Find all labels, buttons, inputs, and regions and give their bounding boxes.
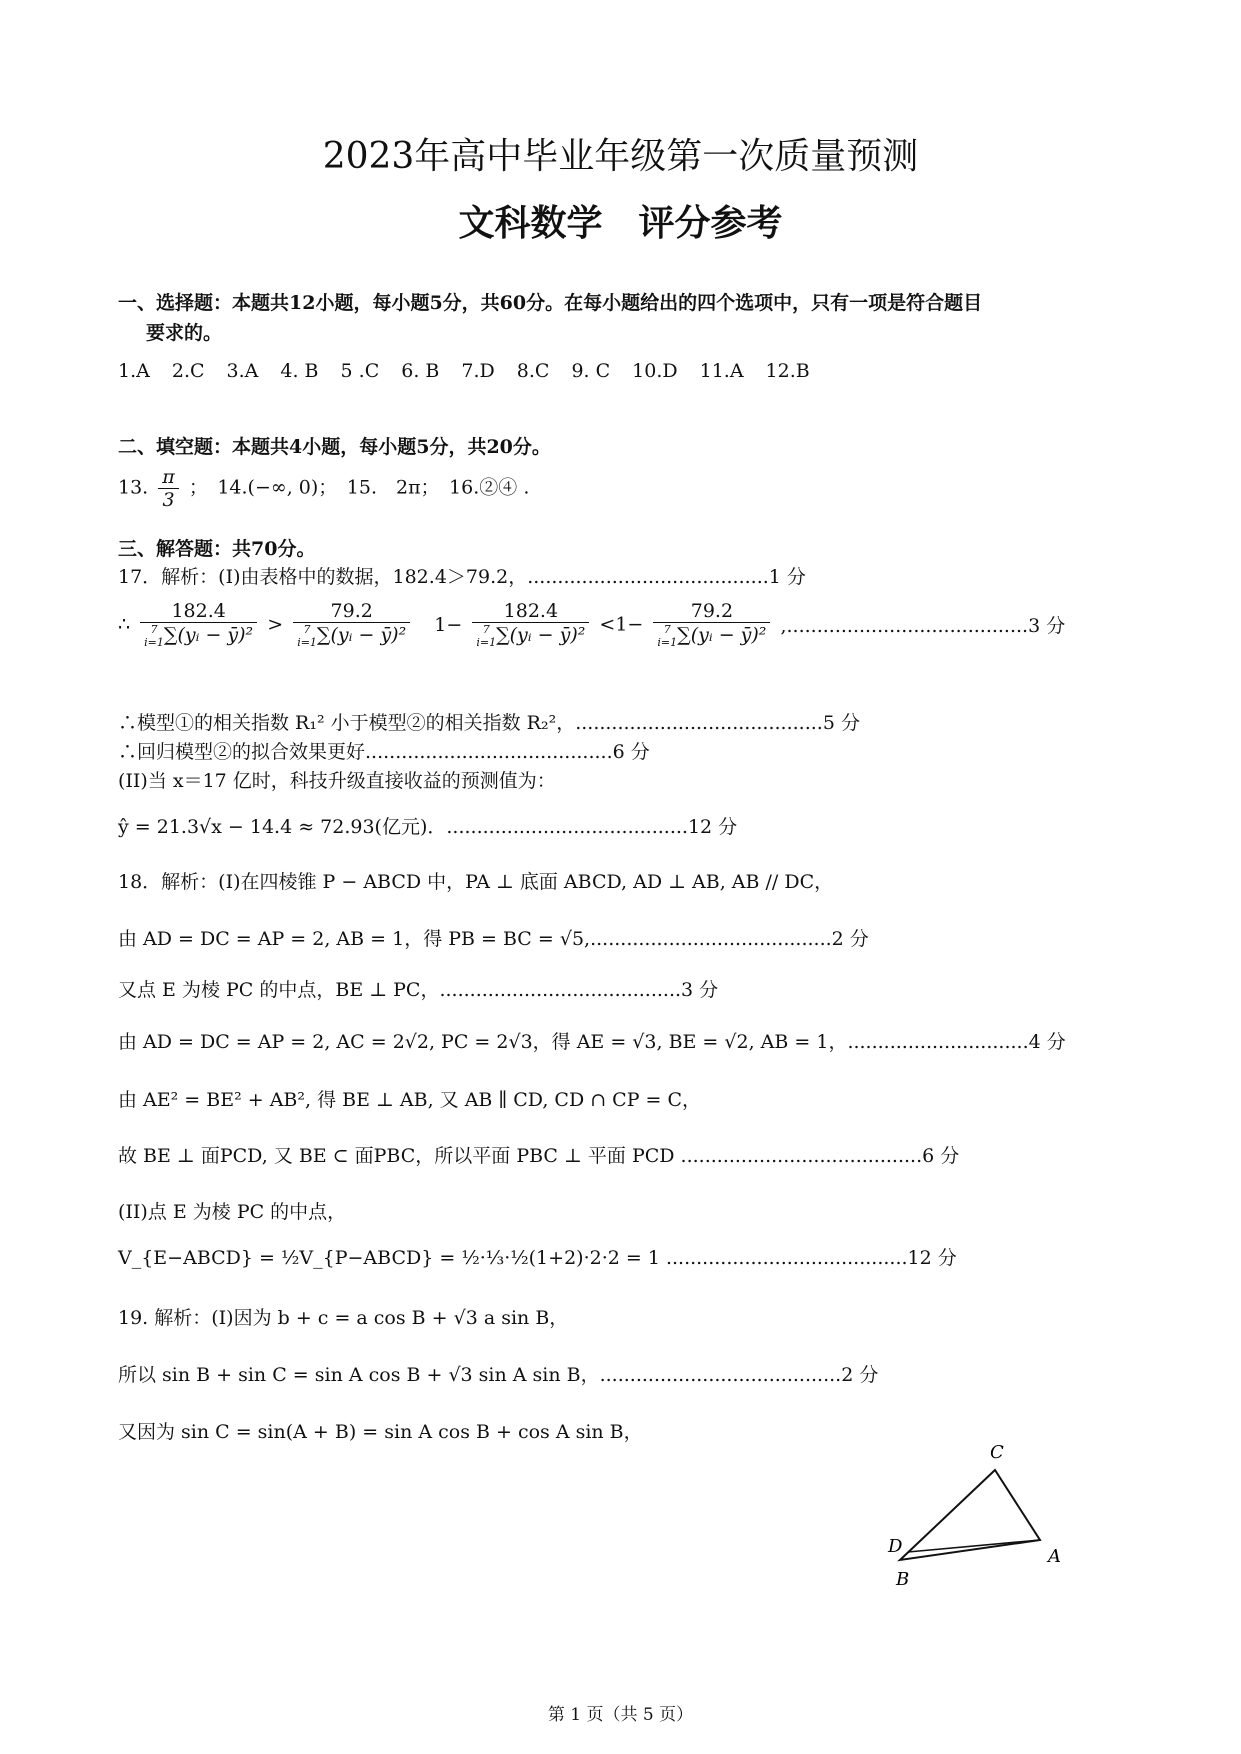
section2-answers (118, 466, 529, 511)
q17-sum-top-4: 7 (663, 623, 671, 636)
answer-13-label: 13. (118, 476, 149, 499)
label-b: B (896, 1569, 910, 1590)
q17-line4: ∴回归模型②的拟合效果更好.........................................6 分 (118, 741, 650, 763)
q17-sum-bot-1: i=1 (144, 636, 164, 649)
q18-line3: 又点 E 为棱 PC 的中点，BE ⊥ PC，........................................3 分 (118, 979, 719, 1001)
q19-line1: 19. 解析：(I)因为 b + c = a cos B + √3 a sin B， (118, 1307, 569, 1329)
greater-than: > (267, 613, 284, 636)
q17-sum-limits-4 (657, 623, 677, 649)
q17-line6: ŷ = 21.3√x − 14.4 ≈ 72.93(亿元)．........................................12 分 (118, 816, 738, 838)
answer-13-denominator: 3 (162, 489, 175, 511)
answer-13-numerator: π (158, 466, 179, 489)
q17-line3: ∴模型①的相关指数 R₁² 小于模型②的相关指数 R₂²，.........................................5 分 (118, 712, 860, 734)
q17-sum-expr-1: ∑(yᵢ − ȳ)² (163, 624, 254, 646)
answer-11: 11.A (699, 360, 744, 382)
answer-1: 1.A (118, 360, 150, 382)
answer-3: 3.A (226, 360, 259, 382)
q18-line8: V_{E−ABCD} = ½V_{P−ABCD} = ½·⅓·½(1+2)·2·2 = 1 ........................................12 分 (118, 1247, 957, 1269)
section1-heading-cont: 要求的。 (146, 322, 223, 344)
q17-fraction-4-den (653, 623, 770, 649)
answer-10: 10.D (632, 360, 678, 382)
page-footer: 第 1 页（共 5 页） (547, 1705, 694, 1725)
q17-sum-bot-3: i=1 (476, 636, 497, 649)
q17-sum-top-3: 7 (482, 623, 490, 636)
answer-7: 7.D (461, 360, 495, 382)
q17-fraction-1-num: 182.4 (140, 600, 257, 623)
answer-2: 2.C (171, 360, 205, 382)
q17-fraction-3 (472, 600, 589, 649)
q17-inequality (118, 600, 1065, 680)
q17-sum-top-1: 7 (150, 623, 158, 636)
section2-rest: ； 14.(−∞, 0)； 15. 2π； 16.②④ . (188, 476, 530, 499)
section3-heading: 三、解答题：共70分。 (118, 538, 316, 560)
answer-13-fraction (158, 466, 179, 511)
q17-sum-expr-2: ∑(yᵢ − ȳ)² (316, 624, 407, 646)
q17-fraction-4 (653, 600, 770, 649)
less-than-one-minus: <1− (599, 613, 644, 636)
q18-line4: 由 AD = DC = AP = 2, AC = 2√2, PC = 2√3，得 AE = √3, BE = √2, AB = 1，..............................4 分 (118, 1031, 1066, 1053)
q17-sum-limits-2 (297, 623, 317, 649)
q18-line1: 18．解析：(I)在四棱锥 P − ABCD 中，PA ⊥ 底面 ABCD, AD ⊥ AB, AB // DC， (118, 871, 834, 893)
q17-sum-bot-2: i=1 (297, 636, 317, 649)
q17-fraction-2-den (293, 623, 410, 649)
answer-8: 8.C (516, 360, 550, 382)
q17-fraction-2 (293, 600, 410, 649)
q17-line5: (II)当 x＝17 亿时，科技升级直接收益的预测值为： (118, 770, 556, 792)
q19-line3: 又因为 sin C = sin(A + B) = sin A cos B + cos A sin B， (118, 1421, 643, 1443)
therefore-symbol: ∴ (118, 613, 131, 636)
section2-heading: 二、填空题：本题共4小题，每小题5分，共20分。 (118, 436, 551, 458)
q17-fraction-2-num: 79.2 (293, 600, 410, 623)
answer-9: 9. C (571, 360, 611, 382)
answer-4: 4. B (280, 360, 319, 382)
q17-sum-limits-3 (476, 623, 496, 649)
q17-sum-expr-3: ∑(yᵢ − ȳ)² (496, 624, 586, 646)
q18-line5: 由 AE² = BE² + AB², 得 BE ⊥ AB, 又 AB ∥ CD, CD ∩ CP = C， (118, 1089, 702, 1111)
q17-score-3: ,........................................3 分 (780, 615, 1066, 637)
q18-line6: 故 BE ⊥ 面PCD, 又 BE ⊂ 面PBC，所以平面 PBC ⊥ 平面 PCD ........................................6 分 (118, 1145, 960, 1167)
q18-line2: 由 AD = DC = AP = 2, AB = 1，得 PB = BC = √5,........................................2 分 (118, 928, 869, 950)
q17-fraction-4-num: 79.2 (653, 600, 770, 623)
q17-sum-bot-4: i=1 (657, 636, 678, 649)
q17-sum-top-2: 7 (303, 623, 311, 636)
q17-fraction-1 (140, 600, 257, 649)
q17-fraction-3-den (472, 623, 589, 649)
label-a: A (1048, 1546, 1061, 1567)
q17-sum-expr-4: ∑(yᵢ − ȳ)² (677, 624, 767, 646)
page-subtitle: 文科数学 评分参考 (458, 202, 783, 244)
q17-fraction-1-den (140, 623, 257, 649)
q17-line1: 17．解析：(I)由表格中的数据，182.4＞79.2，........................................1 分 (118, 566, 806, 588)
one-minus: 1− (434, 613, 463, 636)
page-title: 2023年高中毕业年级第一次质量预测 (322, 136, 919, 177)
answer-12: 12.B (765, 360, 810, 382)
answer-6: 6. B (401, 360, 440, 382)
q17-sum-limits-1 (144, 623, 164, 649)
section1-heading: 一、选择题：本题共12小题，每小题5分，共60分。在每小题给出的四个选项中，只有一项是符合题目 (118, 292, 983, 314)
label-c: C (990, 1442, 1004, 1463)
q17-fraction-3-num: 182.4 (472, 600, 589, 623)
q19-line2: 所以 sin B + sin C = sin A cos B + √3 sin A sin B，........................................2 分 (118, 1364, 879, 1386)
answer-5: 5 .C (340, 360, 380, 382)
triangle-figure (880, 1440, 1100, 1595)
label-d: D (888, 1536, 903, 1557)
q18-line7: (II)点 E 为棱 PC 的中点， (118, 1201, 347, 1223)
section1-answers (118, 360, 832, 382)
